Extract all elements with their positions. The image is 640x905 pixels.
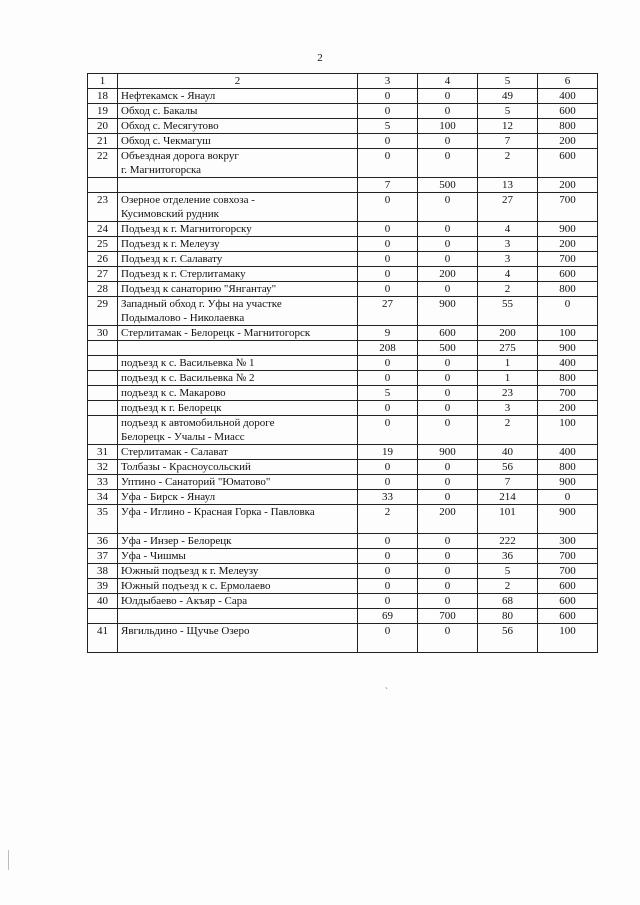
value-c6: 0: [538, 297, 598, 326]
road-name-line: подъезд к с. Васильевка № 1: [121, 357, 255, 369]
road-name-line: Юлдыбаево - Акъяр - Сара: [121, 595, 248, 607]
value-c3: 0: [358, 252, 418, 267]
value-c5: 55: [478, 297, 538, 326]
value-c6: 200: [538, 237, 598, 252]
roads-table: [87, 73, 598, 653]
value-c5: 5: [478, 564, 538, 579]
header-cell: 6: [538, 74, 598, 89]
value-c4: 600: [418, 326, 478, 341]
value-c5: 2: [478, 149, 538, 178]
value-c4: 0: [418, 193, 478, 222]
value-c3: 5: [358, 386, 418, 401]
table-row: [88, 282, 598, 297]
road-name-line: Подъезд к санаторию "Янгантау": [121, 283, 277, 295]
value-c5: 5: [478, 104, 538, 119]
value-c6: 700: [538, 193, 598, 222]
road-name: [118, 609, 358, 624]
value-c3: 2: [358, 505, 418, 534]
row-number: [88, 341, 118, 356]
road-name: [118, 490, 358, 505]
row-number: [88, 386, 118, 401]
value-c6: 800: [538, 371, 598, 386]
row-number: 20: [88, 119, 118, 134]
road-name-line: Уфа - Чишмы: [121, 550, 186, 562]
value-c3: 0: [358, 401, 418, 416]
row-number: 37: [88, 549, 118, 564]
road-name: [118, 356, 358, 371]
table-row: [88, 386, 598, 401]
value-c3: 0: [358, 89, 418, 104]
road-name-line: Подъезд к г. Стерлитамаку: [121, 268, 246, 280]
value-c4: 0: [418, 134, 478, 149]
table-row: [88, 594, 598, 609]
road-name-line: Обход с. Месягутово: [121, 120, 219, 132]
road-name-line: Подъезд к г. Мелеузу: [121, 238, 220, 250]
value-c5: 23: [478, 386, 538, 401]
road-name: [118, 193, 358, 222]
value-c5: 1: [478, 356, 538, 371]
road-name: [118, 401, 358, 416]
value-c6: 700: [538, 252, 598, 267]
road-name-line: Озерное отделение совхоза -: [121, 194, 255, 206]
table-row: [88, 119, 598, 134]
road-name: [118, 237, 358, 252]
value-c3: 0: [358, 564, 418, 579]
table-row: [88, 252, 598, 267]
value-c6: 800: [538, 460, 598, 475]
row-number: 33: [88, 475, 118, 490]
table-row: [88, 297, 598, 326]
value-c4: 0: [418, 460, 478, 475]
table-body: [88, 89, 598, 653]
value-c3: 27: [358, 297, 418, 326]
table-row: [88, 341, 598, 356]
row-number: 31: [88, 445, 118, 460]
road-name-line: [121, 519, 354, 533]
value-c6: 0: [538, 490, 598, 505]
value-c4: 0: [418, 149, 478, 178]
value-c6: 600: [538, 579, 598, 594]
road-name: [118, 267, 358, 282]
road-name: [118, 104, 358, 119]
value-c3: 19: [358, 445, 418, 460]
value-c5: 80: [478, 609, 538, 624]
value-c5: 200: [478, 326, 538, 341]
value-c4: 0: [418, 624, 478, 653]
road-name-line: Уфа - Бирск - Янаул: [121, 491, 216, 503]
row-number: 41: [88, 624, 118, 653]
value-c5: 4: [478, 222, 538, 237]
row-number: 24: [88, 222, 118, 237]
value-c6: 100: [538, 624, 598, 653]
road-name-line: подъезд к с. Макарово: [121, 387, 226, 399]
value-c4: 0: [418, 356, 478, 371]
value-c3: 0: [358, 549, 418, 564]
row-number: 23: [88, 193, 118, 222]
row-number: [88, 371, 118, 386]
value-c3: 0: [358, 371, 418, 386]
table-row: [88, 475, 598, 490]
header-cell: 4: [418, 74, 478, 89]
road-name-line: [121, 609, 354, 623]
table-row: [88, 89, 598, 104]
road-name-line: Подъезд к г. Салавату: [121, 253, 223, 265]
value-c3: 33: [358, 490, 418, 505]
road-name: [118, 297, 358, 326]
value-c6: 800: [538, 119, 598, 134]
road-name-line: Обход с. Чекмагуш: [121, 135, 211, 147]
value-c6: 400: [538, 356, 598, 371]
road-name: [118, 149, 358, 178]
value-c6: 100: [538, 416, 598, 445]
row-number: 35: [88, 505, 118, 534]
value-c5: 49: [478, 89, 538, 104]
table-row: [88, 505, 598, 534]
road-name-line: Белорецк - Учалы - Миасс: [121, 431, 245, 443]
value-c5: 2: [478, 282, 538, 297]
value-c5: 40: [478, 445, 538, 460]
value-c6: 300: [538, 534, 598, 549]
row-number: [88, 416, 118, 445]
page-number: 2: [317, 52, 323, 64]
road-name: [118, 282, 358, 297]
value-c6: 700: [538, 549, 598, 564]
value-c4: 0: [418, 104, 478, 119]
value-c5: 4: [478, 267, 538, 282]
value-c3: 0: [358, 222, 418, 237]
road-name-line: [121, 638, 354, 652]
road-name: [118, 326, 358, 341]
road-name-line: Толбазы - Красноусольский: [121, 461, 251, 473]
value-c4: 0: [418, 549, 478, 564]
road-name: [118, 475, 358, 490]
value-c5: 214: [478, 490, 538, 505]
row-number: 18: [88, 89, 118, 104]
value-c6: 200: [538, 134, 598, 149]
row-number: 30: [88, 326, 118, 341]
value-c3: 69: [358, 609, 418, 624]
table-row: [88, 178, 598, 193]
table-row: [88, 445, 598, 460]
value-c4: 200: [418, 505, 478, 534]
road-name: [118, 252, 358, 267]
value-c4: 0: [418, 401, 478, 416]
row-number: 21: [88, 134, 118, 149]
row-number: [88, 609, 118, 624]
value-c3: 208: [358, 341, 418, 356]
road-name: [118, 564, 358, 579]
header-cell: 5: [478, 74, 538, 89]
value-c3: 0: [358, 267, 418, 282]
value-c3: 0: [358, 104, 418, 119]
road-name-line: Стерлитамак - Белорецк - Магнитогорск: [121, 327, 311, 339]
road-name-line: подъезд к с. Васильевка № 2: [121, 372, 255, 384]
road-name-line: Объездная дорога вокруг: [121, 150, 239, 162]
value-c4: 900: [418, 445, 478, 460]
table-row: [88, 222, 598, 237]
value-c3: 0: [358, 282, 418, 297]
road-name: [118, 549, 358, 564]
header-cell: 1: [88, 74, 118, 89]
road-name: [118, 134, 358, 149]
value-c5: 56: [478, 460, 538, 475]
value-c5: 1: [478, 371, 538, 386]
value-c4: 0: [418, 89, 478, 104]
table-row: [88, 237, 598, 252]
value-c4: 500: [418, 341, 478, 356]
row-number: [88, 401, 118, 416]
value-c5: 56: [478, 624, 538, 653]
value-c5: 222: [478, 534, 538, 549]
road-name-line: Обход с. Бакалы: [121, 105, 198, 117]
scan-edge-mark: [8, 850, 9, 870]
value-c5: 12: [478, 119, 538, 134]
table-row: [88, 326, 598, 341]
value-c4: 0: [418, 222, 478, 237]
road-name-line: Подымалово - Николаевка: [121, 312, 245, 324]
value-c4: 0: [418, 564, 478, 579]
value-c3: 0: [358, 416, 418, 445]
value-c6: 700: [538, 386, 598, 401]
table-row: [88, 579, 598, 594]
stray-mark: `: [385, 686, 388, 696]
value-c3: 0: [358, 579, 418, 594]
value-c6: 600: [538, 104, 598, 119]
value-c6: 900: [538, 222, 598, 237]
value-c4: 0: [418, 252, 478, 267]
value-c6: 900: [538, 341, 598, 356]
value-c3: 0: [358, 624, 418, 653]
value-c3: 0: [358, 149, 418, 178]
road-name: [118, 371, 358, 386]
row-number: 38: [88, 564, 118, 579]
table-row: [88, 624, 598, 653]
road-name: [118, 416, 358, 445]
row-number: 40: [88, 594, 118, 609]
road-name: [118, 624, 358, 653]
table-row: [88, 416, 598, 445]
value-c3: 0: [358, 356, 418, 371]
value-c4: 0: [418, 579, 478, 594]
road-name: [118, 386, 358, 401]
value-c3: 7: [358, 178, 418, 193]
road-name-line: Нефтекамск - Янаул: [121, 90, 216, 102]
value-c4: 0: [418, 371, 478, 386]
value-c4: 0: [418, 282, 478, 297]
table-row: [88, 609, 598, 624]
value-c4: 100: [418, 119, 478, 134]
row-number: 36: [88, 534, 118, 549]
road-name-line: Уфа - Иглино - Красная Горка - Павловка: [121, 506, 315, 518]
value-c6: 400: [538, 445, 598, 460]
row-number: 22: [88, 149, 118, 178]
row-number: 28: [88, 282, 118, 297]
table-row: [88, 564, 598, 579]
value-c4: 0: [418, 475, 478, 490]
row-number: 29: [88, 297, 118, 326]
value-c5: 27: [478, 193, 538, 222]
header-cell: 2: [118, 74, 358, 89]
value-c5: 36: [478, 549, 538, 564]
table-row: [88, 104, 598, 119]
value-c4: 0: [418, 386, 478, 401]
value-c4: 500: [418, 178, 478, 193]
value-c4: 0: [418, 416, 478, 445]
value-c5: 3: [478, 252, 538, 267]
road-name: [118, 222, 358, 237]
value-c5: 3: [478, 237, 538, 252]
value-c3: 0: [358, 237, 418, 252]
value-c3: 9: [358, 326, 418, 341]
road-name-line: Стерлитамак - Салават: [121, 446, 228, 458]
value-c6: 600: [538, 149, 598, 178]
value-c4: 0: [418, 534, 478, 549]
row-number: 39: [88, 579, 118, 594]
value-c3: 0: [358, 475, 418, 490]
value-c5: 2: [478, 416, 538, 445]
road-name: [118, 505, 358, 534]
road-name-line: [121, 178, 354, 192]
row-number: 32: [88, 460, 118, 475]
table-row: [88, 356, 598, 371]
value-c3: 0: [358, 534, 418, 549]
road-name-line: Подъезд к г. Магнитогорску: [121, 223, 252, 235]
value-c4: 0: [418, 594, 478, 609]
road-name-line: Явгильдино - Щучье Озеро: [121, 625, 250, 637]
row-number: [88, 178, 118, 193]
table-row: [88, 534, 598, 549]
value-c4: 0: [418, 490, 478, 505]
value-c6: 900: [538, 505, 598, 534]
value-c5: 2: [478, 579, 538, 594]
road-name: [118, 119, 358, 134]
table-row: [88, 193, 598, 222]
row-number: 34: [88, 490, 118, 505]
row-number: 25: [88, 237, 118, 252]
road-name: [118, 534, 358, 549]
value-c4: 900: [418, 297, 478, 326]
value-c4: 0: [418, 237, 478, 252]
road-name: [118, 178, 358, 193]
value-c5: 101: [478, 505, 538, 534]
table-row: [88, 371, 598, 386]
value-c5: 275: [478, 341, 538, 356]
value-c5: 3: [478, 401, 538, 416]
value-c3: 0: [358, 134, 418, 149]
value-c5: 13: [478, 178, 538, 193]
value-c6: 600: [538, 609, 598, 624]
row-number: 27: [88, 267, 118, 282]
value-c4: 200: [418, 267, 478, 282]
row-number: 19: [88, 104, 118, 119]
row-number: 26: [88, 252, 118, 267]
row-number: [88, 356, 118, 371]
road-name-line: Уфа - Инзер - Белорецк: [121, 535, 232, 547]
road-name-line: г. Магнитогорска: [121, 164, 202, 176]
value-c6: 600: [538, 594, 598, 609]
road-name-line: подъезд к г. Белорецк: [121, 402, 222, 414]
value-c6: 200: [538, 401, 598, 416]
value-c3: 0: [358, 193, 418, 222]
table-row: [88, 134, 598, 149]
road-name-line: Западный обход г. Уфы на участке: [121, 298, 282, 310]
value-c6: 100: [538, 326, 598, 341]
road-name: [118, 579, 358, 594]
value-c6: 200: [538, 178, 598, 193]
value-c3: 0: [358, 460, 418, 475]
table-row: [88, 401, 598, 416]
table-row: [88, 460, 598, 475]
value-c6: 400: [538, 89, 598, 104]
road-name-line: Кусимовский рудник: [121, 208, 219, 220]
value-c4: 700: [418, 609, 478, 624]
road-name-line: Уптино - Санаторий "Юматово": [121, 476, 271, 488]
value-c3: 0: [358, 594, 418, 609]
road-name-line: Южный подъезд к с. Ермолаево: [121, 580, 271, 592]
table-row: [88, 267, 598, 282]
table-row: [88, 149, 598, 178]
value-c6: 600: [538, 267, 598, 282]
road-name-line: Южный подъезд к г. Мелеузу: [121, 565, 259, 577]
table-row: [88, 549, 598, 564]
value-c5: 7: [478, 475, 538, 490]
value-c3: 5: [358, 119, 418, 134]
header-cell: 3: [358, 74, 418, 89]
value-c5: 7: [478, 134, 538, 149]
value-c6: 800: [538, 282, 598, 297]
road-name: [118, 445, 358, 460]
table-row: [88, 490, 598, 505]
road-name: [118, 341, 358, 356]
road-name: [118, 460, 358, 475]
road-name-line: [121, 341, 354, 355]
value-c5: 68: [478, 594, 538, 609]
value-c6: 700: [538, 564, 598, 579]
road-name-line: подъезд к автомобильной дороге: [121, 417, 275, 429]
table-header-row: [88, 74, 598, 89]
value-c6: 900: [538, 475, 598, 490]
road-name: [118, 594, 358, 609]
road-name: [118, 89, 358, 104]
